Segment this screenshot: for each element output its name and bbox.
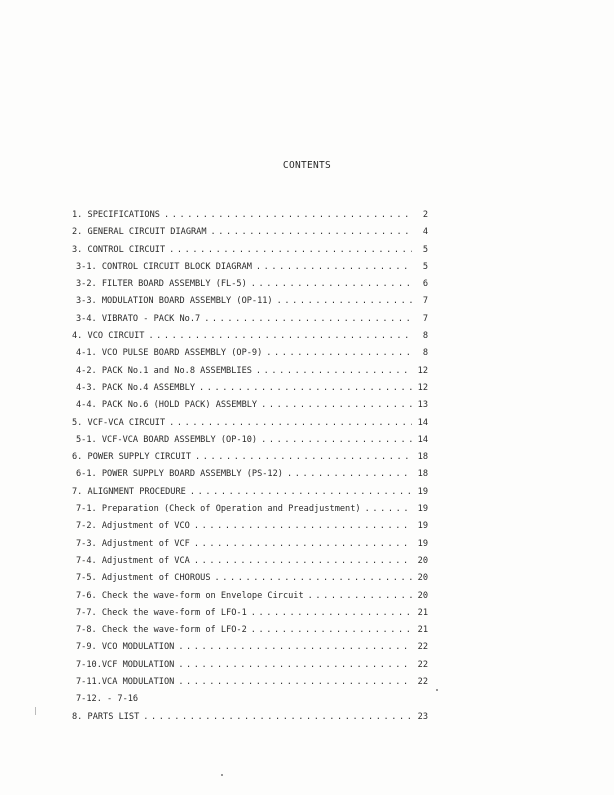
toc-entry [72,245,428,262]
toc-entry-label: 4. VCO CIRCUIT [72,331,145,342]
toc-entry-label: 7-6. Check the wave-form on Envelope Circuit [76,590,304,601]
toc-entry [72,694,428,711]
toc-leader-dots [277,296,412,306]
toc-entry-page-number: 2 [422,210,428,220]
toc-entry [72,400,428,417]
toc-entry-label: 3-2. FILTER BOARD ASSEMBLY (FL-5) [76,279,247,290]
toc-entry-page-number: 7 [422,296,428,307]
toc-entry [72,642,428,659]
toc-leader-dots [266,348,412,358]
toc-leader-dots [190,487,412,497]
toc-entry-page-number: 18 [417,469,428,480]
toc-entry [72,573,428,590]
toc-leader-dots [261,400,412,410]
toc-leader-dots [178,642,412,652]
toc-leader-dots [169,418,412,428]
scan-speck [35,707,36,715]
toc-entry-label: 7-7. Check the wave-form of LFO-1 [76,607,247,618]
toc-leader-dots [194,521,412,531]
toc-leader-dots [215,573,412,583]
toc-entry-page-number: 18 [417,452,428,463]
toc-entry-label: 3-4. VIBRATO - PACK No.7 [76,313,201,324]
toc-entry [72,314,428,331]
toc-leader-dots [261,435,412,445]
toc-entry-page-number: 22 [417,677,428,688]
toc-entry-label: 4-3. PACK No.4 ASSEMBLY [76,382,195,393]
toc-entry [72,452,428,469]
toc-entry [72,591,428,608]
toc-entry-page-number: 7 [422,313,428,324]
toc-entry [72,279,428,296]
toc-entry-label: 2. GENERAL CIRCUIT DIAGRAM [72,227,207,238]
toc-entry-page-number: 8 [422,331,428,342]
toc-entry-label: 7-5. Adjustment of CHOROUS [76,573,211,584]
toc-entry [72,383,428,400]
toc-entry-label: 7-12. - 7-16 [76,694,139,705]
toc-leader-dots [251,625,412,635]
toc-entry-label: 7-11.VCA MODULATION [76,677,175,688]
toc-entry-label: 7-2. Adjustment of VCO [76,521,190,532]
toc-entry [72,348,428,365]
toc-entry-page-number: 12 [417,382,428,393]
toc-entry [72,418,428,435]
toc-leader-dots [211,227,412,237]
toc-entry-page-number: 6 [422,279,428,290]
toc-entry-page-number: 22 [417,642,428,653]
toc-entry-page-number: 4 [422,227,428,238]
toc-entry-page-number: 5 [422,244,428,255]
toc-entry-page-number: 20 [417,555,428,566]
toc-entry-label: 4-2. PACK No.1 and No.8 ASSEMBLIES [76,365,252,376]
scan-speck [221,774,223,776]
toc-leader-dots [194,539,412,549]
toc-entry-label: 6. POWER SUPPLY CIRCUIT [72,452,191,463]
toc-leader-dots [195,452,412,462]
toc-leader-dots [251,608,412,618]
toc-entry-page-number: 21 [417,607,428,618]
toc-entry-label: 7. ALIGNMENT PROCEDURE [72,486,186,497]
toc-entry-page-number: 21 [417,625,428,636]
toc-entry [72,262,428,279]
toc-entry [72,296,428,313]
toc-entry [72,227,428,244]
toc-entry-label: 3. CONTROL CIRCUIT [72,244,166,255]
toc-entry [72,504,428,521]
toc-leader-dots [251,279,412,289]
toc-entry [72,366,428,383]
toc-leader-dots [169,245,412,255]
toc-entry-page-number: 20 [417,573,428,584]
toc-entry-page-number: 19 [417,538,428,549]
toc-entry-page-number: 14 [417,417,428,428]
page-title: CONTENTS [282,160,332,171]
toc-entry-page-number: 19 [417,486,428,497]
toc-entry [72,210,428,227]
toc-leader-dots [204,314,412,324]
toc-entry-label: 3-1. CONTROL CIRCUIT BLOCK DIAGRAM [76,261,252,272]
toc-entry [72,539,428,556]
table-of-contents [72,210,428,729]
toc-entry-label: 7-1. Preparation (Check of Operation and Preadjustment) [76,504,361,515]
toc-leader-dots [178,677,412,687]
toc-entry [72,677,428,694]
toc-entry-label: 6-1. POWER SUPPLY BOARD ASSEMBLY (PS-12) [76,469,283,480]
toc-entry-label: 3-3. MODULATION BOARD ASSEMBLY (OP-11) [76,296,273,307]
toc-leader-dots [164,210,412,220]
toc-leader-dots [148,331,412,341]
toc-entry [72,556,428,573]
toc-leader-dots [287,469,412,479]
toc-entry-page-number: 23 [417,711,428,722]
toc-leader-dots [365,504,412,514]
toc-entry-label: 7-4. Adjustment of VCA [76,555,190,566]
toc-entry [72,469,428,486]
toc-entry-label: 7-9. VCO MODULATION [76,642,175,653]
toc-entry-label: 5. VCF-VCA CIRCUIT [72,417,166,428]
toc-entry [72,521,428,538]
toc-entry-label: 4-4. PACK No.6 (HOLD PACK) ASSEMBLY [76,400,258,411]
toc-entry [72,608,428,625]
toc-leader-dots [194,556,412,566]
toc-entry-page-number: 13 [417,400,428,411]
toc-entry-label: 7-3. Adjustment of VCF [76,538,190,549]
toc-entry-page-number: 12 [417,365,428,376]
toc-entry-page-number: 19 [417,504,428,515]
toc-entry [72,660,428,677]
toc-entry-label: 4-1. VCO PULSE BOARD ASSEMBLY (OP-9) [76,348,263,359]
toc-leader-dots [256,262,412,272]
toc-leader-dots [308,591,412,601]
toc-entry [72,625,428,642]
scan-speck [436,689,438,691]
toc-entry-page-number: 19 [417,521,428,532]
toc-leader-dots [143,712,412,722]
toc-leader-dots [256,366,412,376]
toc-entry-page-number: 14 [417,434,428,445]
toc-entry-page-number: 22 [417,659,428,670]
toc-entry [72,487,428,504]
toc-entry [72,712,428,729]
toc-entry-label: 7-8. Check the wave-form of LFO-2 [76,625,247,636]
toc-entry-label: 5-1. VCF-VCA BOARD ASSEMBLY (OP-10) [76,434,258,445]
toc-entry-label: 8. PARTS LIST [72,711,140,722]
toc-entry [72,331,428,348]
toc-leader-dots [178,660,412,670]
toc-entry-label: 7-10.VCF MODULATION [76,659,175,670]
toc-entry-page-number: 5 [422,261,428,272]
toc-entry [72,435,428,452]
toc-entry-page-number: 20 [417,590,428,601]
toc-leader-dots [199,383,412,393]
toc-entry-page-number: 8 [422,348,428,359]
toc-entry-label: 1. SPECIFICATIONS [72,210,160,220]
